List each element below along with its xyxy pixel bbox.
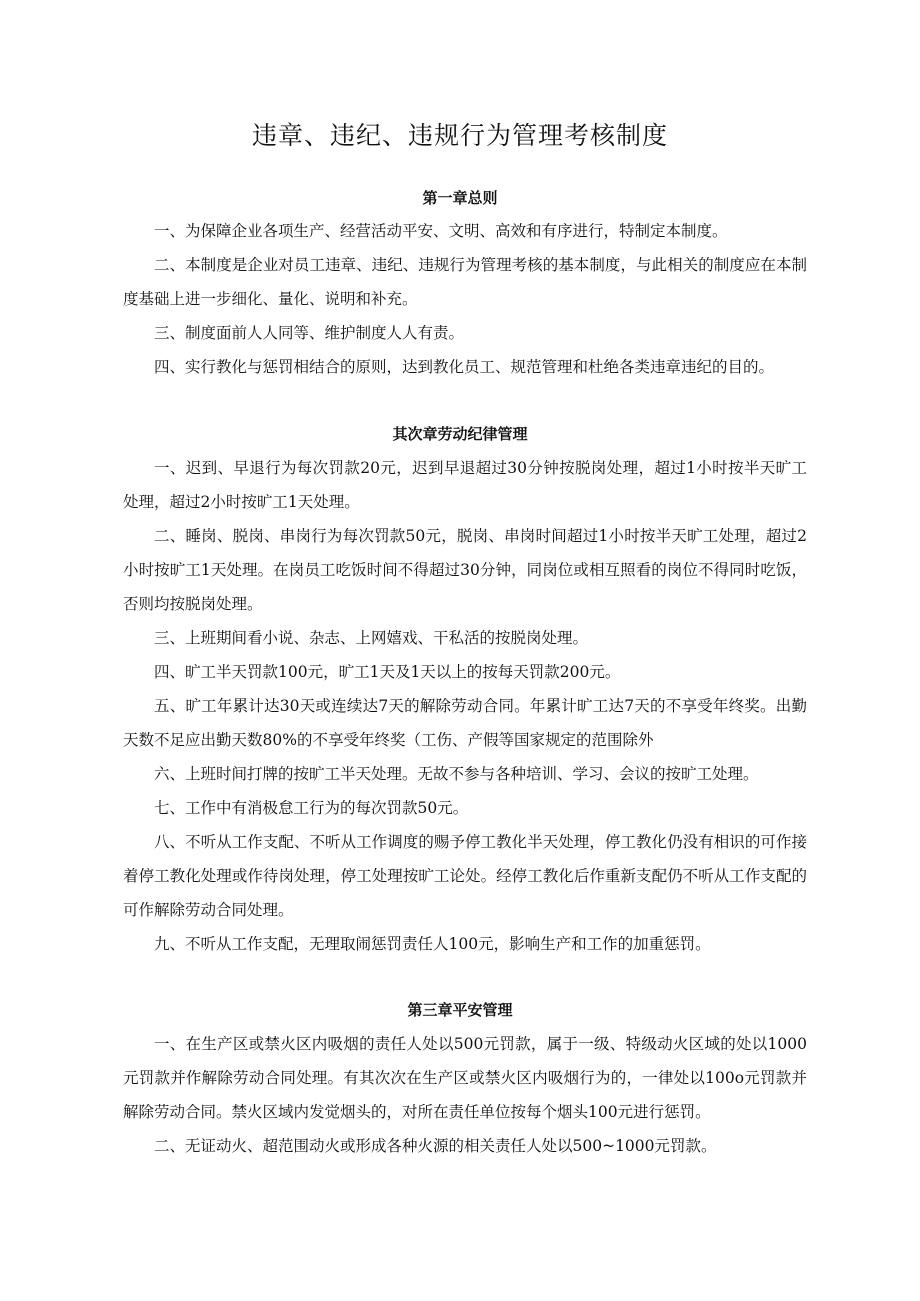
chapter-2-heading: 其次章劳动纪律管理 xyxy=(392,425,528,443)
chapter-3-paragraph-1: 一、在生产区或禁火区内吸烟的责任人处以500元罚款，属于一级、特级动火区域的处以1000元罚款并作解除劳动合同处理。有其次次在生产区或禁火区内吸烟行为的，一律处以100o元罚款并解除劳动合同。禁火区域内发觉烟头的，对所在责任单位按每个烟头100元进行惩罚。 xyxy=(123,1035,807,1121)
chapter-2-paragraph-3: 三、上班期间看小说、杂志、上网嬉戏、干私活的按脱岗处理。 xyxy=(154,629,589,647)
chapter-2-paragraph-8: 八、不听从工作支配、不听从工作调度的赐予停工教化半天处理，停工教化仍没有相识的可作接着停工教化处理或作待岗处理，停工处理按旷工论处。经停工教化后作重新支配仍不听从工作支配的可作解除劳动合同处理。 xyxy=(123,833,807,919)
chapter-3-paragraph-2: 二、无证动火、超范围动火或形成各种火源的相关责任人处以500~1000元罚款。 xyxy=(154,1137,717,1155)
chapter-1-paragraph-2: 二、本制度是企业对员工违章、违纪、违规行为管理考核的基本制度，与此相关的制度应在本制度基础上进一步细化、量化、说明和补充。 xyxy=(123,256,807,308)
chapter-1-paragraph-4: 四、实行教化与惩罚相结合的原则，达到教化员工、规范管理和杜绝各类违章违纪的目的。 xyxy=(154,358,775,376)
chapter-2-paragraph-1: 一、迟到、早退行为每次罚款20元，迟到早退超过30分钟按脱岗处理，超过1小时按半天旷工处理，超过2小时按旷工1天处理。 xyxy=(123,459,807,511)
chapter-2-paragraph-2: 二、睡岗、脱岗、串岗行为每次罚款50元，脱岗、串岗时间超过1小时按半天旷工处理，超过2小时按旷工1天处理。在岗员工吃饭时间不得超过30分钟，同岗位或相互照看的岗位不得同时吃饭，否则均按脱岗处理。 xyxy=(123,527,807,613)
chapter-2-paragraph-6: 六、上班时间打牌的按旷工半天处理。无故不参与各种培训、学习、会议的按旷工处理。 xyxy=(154,765,759,783)
chapter-3-heading: 第三章平安管理 xyxy=(407,1001,513,1019)
chapter-1-heading: 第一章总则 xyxy=(422,189,498,207)
chapter-2-paragraph-4: 四、旷工半天罚款100元，旷工1天及1天以上的按每天罚款200元。 xyxy=(154,663,621,681)
chapter-2-paragraph-7: 七、工作中有消极怠工行为的每次罚款50元。 xyxy=(154,799,469,817)
chapter-1-paragraph-1: 一、为保障企业各项生产、经营活动平安、文明、高效和有序进行，特制定本制度。 xyxy=(154,222,728,240)
chapter-2-paragraph-9: 九、不听从工作支配，无理取闹惩罚责任人100元，影响生产和工作的加重惩罚。 xyxy=(154,935,711,953)
chapter-2-paragraph-5: 五、旷工年累计达30天或连续达7天的解除劳动合同。年累计旷工达7天的不享受年终奖。出勤天数不足应出勤天数80%的不享受年终奖（工伤、产假等国家规定的范围除外 xyxy=(123,697,807,749)
document-title: 违章、违纪、违规行为管理考核制度 xyxy=(251,121,668,150)
chapter-1-paragraph-3: 三、制度面前人人同等、维护制度人人有责。 xyxy=(154,324,465,342)
